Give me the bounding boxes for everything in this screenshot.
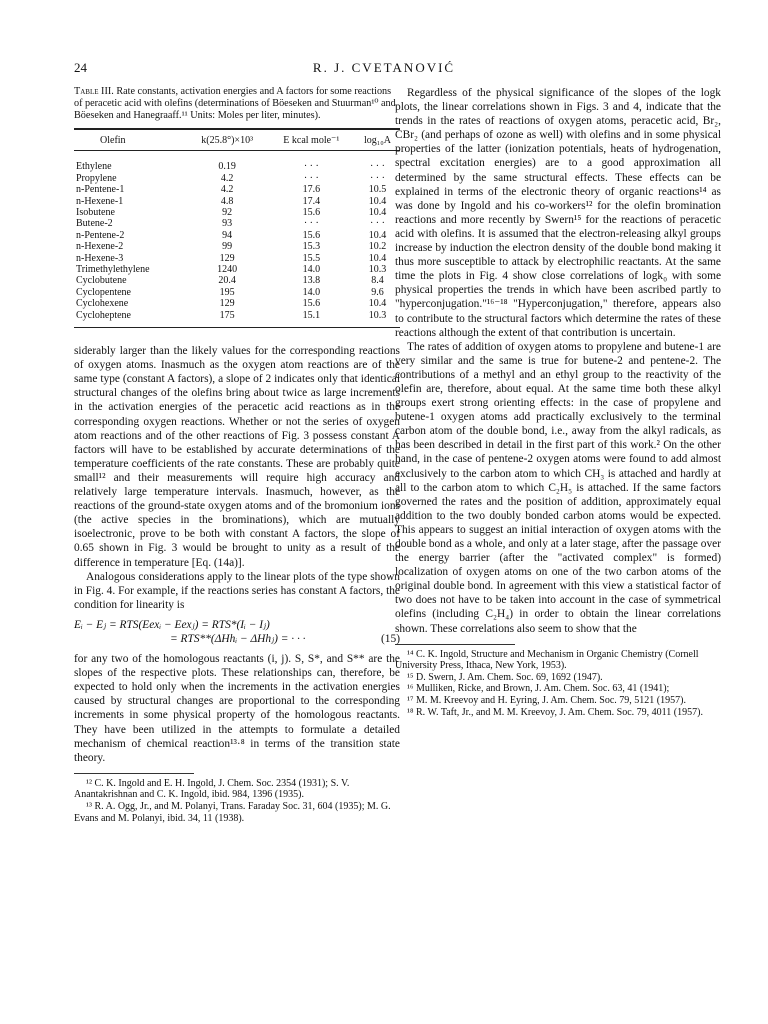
left-paragraph-2: Analogous considerations apply to the linear plots of the type shown in Fig. 4. For example, if the reactions series has constant A factors, the condition for linearity is [74, 570, 400, 611]
table-cell: 129 [219, 298, 235, 310]
table-cell: 15.5 [302, 252, 321, 264]
table-row [74, 207, 400, 218]
table-row [74, 310, 400, 328]
table-cell: n-Hexene-2 [76, 241, 124, 253]
table-caption [74, 86, 400, 122]
table-cell: 10.4 [368, 298, 387, 310]
table-cell: 129 [219, 252, 235, 264]
table-header-e: E kcal mole⁻¹ [268, 129, 355, 151]
footnote-14: ¹⁴ C. K. Ingold, Structure and Mechanism in Organic Chemistry (Cornell University Press, Ithaca, New York, 1953). [395, 648, 699, 672]
table-cell: 92 [222, 207, 233, 219]
table-cell: Cycloheptene [74, 310, 187, 328]
left-paragraph-3: for any two of the homologous reactants (i, j). S, S*, and S** are the slopes of the respective plots. These relationships can, therefore, be expected to hold only when the increments in the activation energies caused by structural changes are proportional to the corresponding increments in some physical property of the homologous reactants. They have been utilized in the attempts to formulate a detailed mechanism of chemical reaction¹³·⁸ in terms of the transition state theory. [74, 653, 400, 764]
footnote-rule-left [74, 773, 194, 774]
table-cell: n-Hexene-3 [76, 252, 124, 264]
equation-15 [74, 618, 400, 646]
footnote-12: ¹² C. K. Ingold and E. H. Ingold, J. Chem. Soc. 2354 (1931); S. V. Anantakrishnan and C. K. Ingold, ibid. 984, 1396 (1935). [74, 777, 350, 801]
table-cell: n-Hexene-1 [76, 195, 124, 207]
table-cell: · · · [369, 218, 385, 230]
footnote-15: ¹⁵ D. Swern, J. Am. Chem. Soc. 69, 1692 (1947). [407, 671, 603, 683]
table-cell: · · · [303, 218, 319, 230]
table-cell: 10.4 [368, 195, 387, 207]
table-cell: 15.3 [302, 241, 321, 253]
table-cell: · · · [369, 172, 385, 184]
table-caption-text: Rate constants, activation energies and A factors for some reactions of peracetic acid with olefins (determinations of Böeseken and Stuurman¹⁰ and Böeseken and Hanegraaff.¹¹ Units: Moles per liter, minutes). [74, 86, 396, 121]
table-cell: 0.19 [218, 161, 236, 173]
page-number: 24 [74, 60, 87, 75]
table-cell: 99 [222, 241, 233, 253]
equation-number: (15) [381, 632, 400, 645]
rate-constants-table [74, 128, 400, 328]
footnote-16: ¹⁶ Mulliken, Ricke, and Brown, J. Am. Chem. Soc. 63, 41 (1941); [407, 683, 670, 695]
left-paragraph-1: siderably larger than the likely values for the corresponding reactions of oxygen atoms. Inasmuch as the oxygen atom reactions are of the same type (constant A factors), a slope of 2 indicates only that identical structural changes of the olefins bring about twice as large increments in the activation energies of the peracetic acid reactions as in the corresponding oxygen reactions. Whether or not the series of oxygen atom reactions and of the other reactions of Fig. 3 possess constant A factors will have to be established by accurate determinations of the temperature coefficients of the rate constants. These are probably quite small¹² and their measurements will require high accuracy and relatively large temperature intervals. Inasmuch, however, as the reactions of the ground-state oxygen atoms and of the bromonium ions (the active species in the brominations), which are mutually isoelectronic, prove to be both with constant A factors, the slope of 0.65 shown in Fig. 3 would be brought to unity as a result of the difference in temperature [Eq. (14a)]. [74, 345, 400, 569]
equation-line-1: Eᵢ − Eⱼ = RTS(Eexᵢ − Eexⱼ) = RTS*(Iᵢ − Iⱼ) [74, 618, 270, 631]
table-cell: 94 [222, 229, 233, 241]
table-cell: 8.4 [371, 275, 384, 287]
table-header-k: k(25.8°)×10³ [187, 129, 268, 151]
table-cell: 15.6 [302, 229, 321, 241]
table-cell: 15.6 [302, 298, 321, 310]
table-row [74, 173, 400, 184]
table-row [74, 253, 400, 264]
table-cell: Isobutene [76, 207, 115, 219]
table-cell: 195 [219, 286, 235, 298]
left-footnotes [74, 778, 400, 824]
table-cell: 10.4 [368, 252, 387, 264]
footnote-18: ¹⁸ R. W. Taft, Jr., and M. M. Kreevoy, J. Am. Chem. Soc. 79, 4011 (1957). [407, 706, 703, 718]
table-row [74, 275, 400, 286]
table-row [74, 241, 400, 252]
table-row [74, 298, 400, 309]
table-cell: 175 [187, 310, 268, 328]
left-column [74, 86, 400, 824]
table-cell: 10.3 [368, 264, 387, 276]
table-cell: · · · [303, 161, 319, 173]
table-row [74, 287, 400, 298]
right-paragraph-1: Regardless of the physical significance of the slopes of the logk plots, the linear correlations shown in Figs. 3 and 4, indicate that the trends in the rates of reactions of oxygen atoms, peracetic acid, Br₂, CBr₂ (and perhaps of ozone as well) with olefins and in some physical properties of the latter (ionization potentials, heats of hydrogenation, spectral excitation energies) are to a good approximation all determined by the same structural effects. These effects can be explained in terms of the electronic theory of organic reactions¹⁴ as was done by Ingold and his co-workers¹² for the olefin bromination reactions and more recently by Swern¹⁵ for the reactions of peracetic acid with olefins. It is assumed that the electron-releasing alkyl groups increase by induction the electron density of the double bond making it thus more susceptible to attack by electrophilic reactants. At the same time the plots in Fig. 4 show close correlations of logk₀ with some physical properties the trends in which have been ascribed partly to "hyperconjugation."¹⁶⁻¹⁸ "Hyperconjugation," therefore, appears also to contribute to the structural factors which determine the rates of these reactions although the extent of that contribution is uncertain. [395, 87, 721, 339]
table-header-olefin: Olefin [74, 129, 187, 151]
footnote-rule-right [395, 644, 515, 645]
table-row [74, 151, 400, 173]
table-cell: 15.1 [268, 310, 355, 328]
table-row [74, 196, 400, 207]
right-paragraph-2: The rates of addition of oxygen atoms to propylene and butene-1 are very similar and the same is true for butene-2 and pentene-2. The contributions of a methyl and an ethyl group to the reactivity of the olefin are, therefore, about equal. At the same time both these alkyl groups exert strong orienting effects: in the case of propylene and butene-1 oxygen atoms add practically exclusively to the terminal carbon atom of the double bond, i.e., away from the alkyl radicals, as has been described in detail in the first part of this work.² On the other hand, in the case of pentene-2 oxygen atoms were found to add almost exclusively to the carbon atom to which CH₃ is attached and hardly at all to the carbon atom to which C₂H₅ is attached. If the same factors governed the rates and the position of addition, approximately equal addition to the two doubly bonded carbon atoms would be expected. This appears to suggest an initial interaction of oxygen atoms with the double bond as a whole, and only at a later stage, after the passage over the energy barrier (after the "activated complex" is formed) localization of oxygen atoms on one of the two carbon atoms of the original double bond. In agreement with this view a statistical factor of two does not have to be taken into account in the case of symmetrical olefins (including C₂H₄) in order to obtain the linear correlations shown. These correlations also seem to show that the [395, 340, 721, 635]
table-cell: 4.2 [220, 184, 234, 196]
table-cell: n-Pentene-1 [76, 184, 125, 196]
table-cell: 1240 [217, 264, 238, 276]
table-cell: 17.4 [302, 195, 321, 207]
table-cell: Cyclobutene [76, 275, 127, 287]
footnote-17: ¹⁷ M. M. Kreevoy and H. Eyring, J. Am. Chem. Soc. 79, 5121 (1957). [407, 695, 686, 707]
footnote-13: ¹³ R. A. Ogg, Jr., and M. Polanyi, Trans. Faraday Soc. 31, 604 (1935); M. G. Evans and M. Polanyi, ibid. 34, 11 (1938). [74, 801, 391, 824]
table-cell: 4.2 [220, 172, 234, 184]
table-label: Table III. [74, 86, 114, 97]
table-cell: 9.6 [371, 286, 384, 298]
table-cell: 10.2 [368, 241, 387, 253]
running-header-author: R. J. CVETANOVIĆ [312, 60, 456, 75]
table-cell: 13.8 [302, 275, 321, 287]
table-cell: Ethylene [76, 161, 112, 173]
table-cell: 93 [222, 218, 233, 230]
table-cell: 4.8 [220, 195, 234, 207]
table-row [74, 230, 400, 241]
table-cell: 10.4 [368, 207, 387, 219]
equation-line-2-text: = RTS**(ΔHhᵢ − ΔHhⱼ) = · · · [170, 632, 306, 645]
table-cell: 10.5 [368, 184, 387, 196]
table-cell: n-Pentene-2 [76, 229, 125, 241]
table-body [74, 151, 400, 328]
table-cell: 10.4 [368, 229, 387, 241]
table-cell: Cyclohexene [76, 298, 129, 310]
table-cell: Cyclopentene [76, 286, 131, 298]
table-cell: 14.0 [302, 264, 321, 276]
table-header-loga: log₁₀A [355, 129, 400, 151]
table-cell: 20.4 [218, 275, 236, 287]
table-cell: 15.6 [302, 207, 321, 219]
table-cell: 14.0 [302, 286, 321, 298]
table-row [74, 184, 400, 195]
equation-line-2 [74, 632, 400, 646]
right-column [395, 86, 721, 718]
table-cell: Propylene [76, 172, 117, 184]
table-row [74, 264, 400, 275]
table-cell: 17.6 [302, 184, 321, 196]
table-cell: Trimethylethylene [76, 264, 150, 276]
table-row [74, 218, 400, 229]
table-cell: Butene-2 [76, 218, 113, 230]
table-cell: 10.3 [355, 310, 400, 328]
right-footnotes [395, 649, 721, 719]
table-cell: · · · [369, 161, 385, 173]
table-cell: · · · [303, 172, 319, 184]
